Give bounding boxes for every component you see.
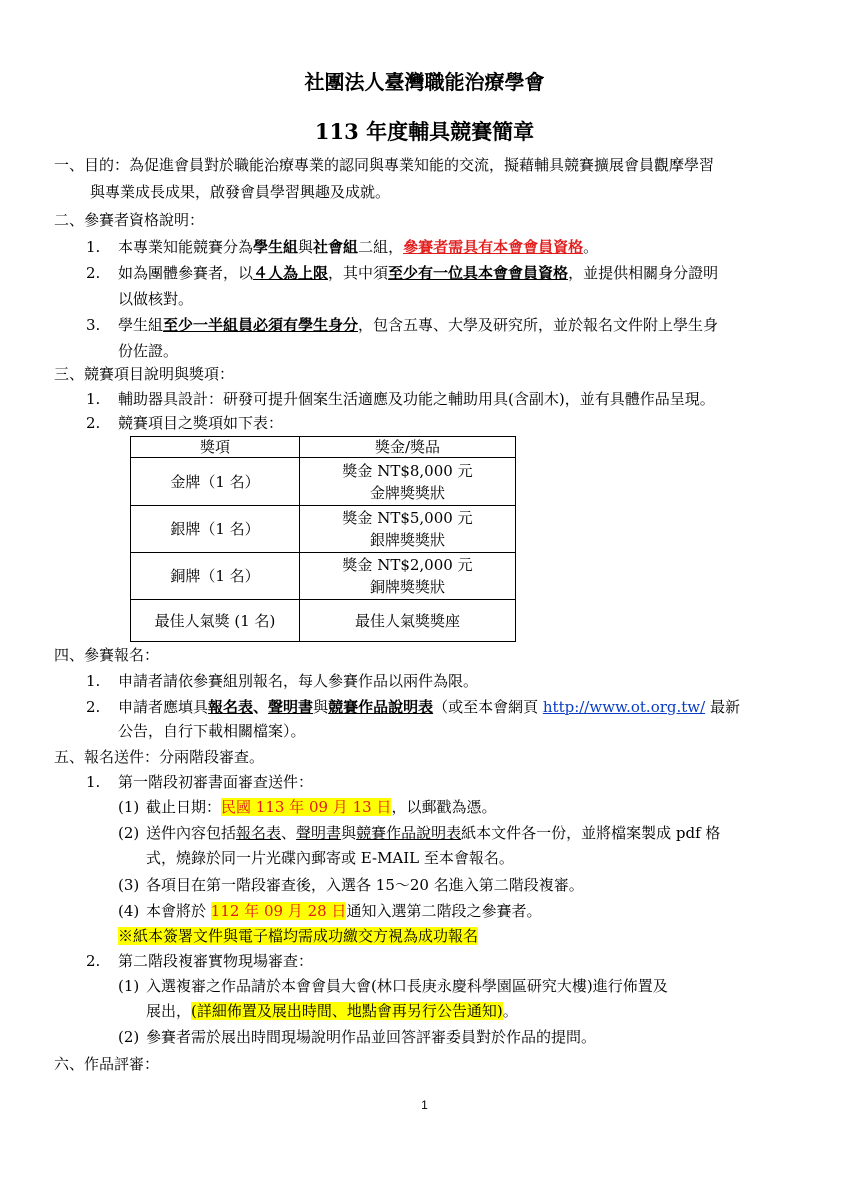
notification-date: 112 年 09 月 28 日 — [210, 902, 347, 920]
text-run: 。 — [502, 1002, 518, 1020]
organization-title: 社團法人臺灣職能治療學會 — [304, 70, 545, 94]
s3-item-1-text: 輔助器具設計：研發可提升個案生活適應及功能之輔助用具(含副木)，並有具體作品呈現。 — [118, 390, 715, 408]
team-limit: ４人為上限 — [253, 264, 329, 282]
prize-cell — [300, 553, 516, 600]
prize-line-1: 獎金 NT$5,000 元 — [342, 509, 473, 527]
s5-2-point-2-number: (2) — [118, 1028, 140, 1046]
s2-item-2-number: 2. — [86, 264, 101, 282]
section-5-heading: 五、報名送件：分兩階段審查。 — [54, 748, 265, 766]
website-link[interactable]: http://www.ot.org.tw/ — [542, 698, 706, 716]
s4-item-2-line-2: 公告，自行下載相關檔案）。 — [118, 722, 306, 740]
s2-item-3-number: 3. — [86, 316, 101, 334]
text-run: 送件內容包括 — [146, 824, 237, 842]
prize-line-2: 銅牌獎獎狀 — [369, 578, 445, 596]
registration-note — [118, 925, 478, 947]
section-4-heading: 四、參賽報名： — [54, 646, 160, 664]
award-cell: 銅牌（1 名） — [131, 553, 300, 600]
work-description-form: 競賽作品說明表 — [328, 698, 434, 716]
s5-1-point-3-text: 各項目在第一階段審查後，入選各 15～20 名進入第二階段複審。 — [146, 876, 584, 894]
social-group: 社會組 — [313, 238, 359, 256]
prize-line-2: 金牌獎獎狀 — [369, 483, 445, 502]
s5-2-point-1-line-2 — [146, 1000, 518, 1022]
registration-note-text: ※紙本簽署文件與電子檔均需成功繳交方視為成功報名 — [118, 927, 479, 945]
page-number: 1 — [421, 1098, 428, 1112]
text-run: 申請者應填具 — [118, 698, 209, 716]
s5-2-point-1-text: 入選複審之作品請於本會會員大會(林口長庚永慶科學園區研究大樓)進行佈置及 — [146, 977, 668, 995]
section-2-heading: 二、參賽者資格說明： — [54, 211, 205, 229]
text-run: 紙本文件各一份，並將檔案製成 pdf 格 — [461, 824, 721, 842]
declaration-form: 聲明書 — [296, 824, 342, 842]
prize-cell — [300, 506, 516, 553]
text-run: 如為團體參賽者，以 — [118, 264, 254, 282]
s5-item-2-text: 第二階段複審實物現場審查： — [118, 952, 314, 970]
s5-1-point-1-text — [146, 796, 496, 818]
s4-item-2-number: 2. — [86, 698, 101, 716]
text-run: 二組， — [358, 238, 404, 256]
table-row — [131, 600, 516, 642]
s5-1-point-1-number: (1) — [118, 798, 140, 816]
text-run: ，以郵戳為憑。 — [391, 798, 497, 816]
s2-item-2-text — [118, 262, 718, 284]
s4-item-1-number: 1. — [86, 672, 101, 690]
text-run: 截止日期： — [146, 798, 222, 816]
text-run: 本專業知能競賽分為 — [118, 238, 254, 256]
text-run: ，並提供相關身分證明 — [568, 264, 719, 282]
s5-2-point-2-text: 參賽者需於展出時間現場說明作品並回答評審委員對於作品的提問。 — [146, 1028, 597, 1046]
student-group: 學生組 — [253, 238, 299, 256]
text-run: 學生組 — [118, 316, 164, 334]
award-cell: 銀牌（1 名） — [131, 506, 300, 553]
s3-item-2-text: 競賽項目之獎項如下表： — [118, 414, 284, 432]
section-1-line-1: 一、目的：為促進會員對於職能治療專業的認同與專業知能的交流，擬藉輔具競賽擴展會員觀摩學習 — [54, 156, 715, 174]
section-6-heading: 六、作品評審： — [54, 1055, 160, 1073]
declaration-form: 聲明書 — [268, 698, 314, 716]
text-run: 。 — [583, 238, 599, 256]
prize-table — [130, 436, 516, 642]
header-prize: 獎金/獎品 — [300, 437, 516, 458]
registration-form: 報名表 — [236, 824, 282, 842]
text-run: 最新 — [705, 698, 740, 716]
prize-line-1: 獎金 NT$8,000 元 — [342, 461, 473, 480]
header-award: 獎項 — [131, 437, 300, 458]
section-1-line-2: 與專業成長成果，啟發會員學習興趣及成就。 — [90, 183, 391, 201]
member-requirement: 參賽者需具有本會會員資格 — [403, 238, 584, 256]
prize-line-1: 獎金 NT$2,000 元 — [342, 556, 473, 574]
s2-item-1-text — [118, 236, 598, 258]
s5-2-point-1-number: (1) — [118, 977, 140, 995]
s5-1-point-2-text — [146, 822, 720, 844]
s2-item-3-text — [118, 314, 718, 336]
text-run: （或至本會網頁 — [433, 698, 543, 716]
s2-item-1-number: 1. — [86, 238, 101, 256]
s5-item-1-number: 1. — [86, 773, 101, 791]
student-requirement: 至少一半組員必須有學生身分 — [163, 316, 359, 334]
work-description-form: 競賽作品說明表 — [356, 824, 462, 842]
registration-form: 報名表 — [208, 698, 254, 716]
section-3-heading: 三、競賽項目說明與獎項： — [54, 365, 235, 383]
s4-item-1-text: 申請者請依參賽組別報名，每人參賽作品以兩件為限。 — [118, 672, 479, 690]
s3-item-2-number: 2. — [86, 414, 101, 432]
s2-item-2-line-2: 以做核對。 — [118, 290, 194, 308]
text-run: 本會將於 — [146, 902, 211, 920]
table-row — [131, 553, 516, 600]
s5-1-point-4-text — [146, 900, 541, 922]
text-run: ，其中須 — [328, 264, 389, 282]
text-run: 展出， — [146, 1002, 192, 1020]
table-header-row — [131, 437, 516, 458]
text-run: 、 — [253, 698, 269, 716]
prize-cell: 最佳人氣獎獎座 — [300, 600, 516, 642]
s2-item-3-line-2: 份佐證。 — [118, 342, 179, 360]
s5-item-2-number: 2. — [86, 952, 101, 970]
prize-line-2: 銀牌獎獎狀 — [369, 531, 445, 549]
s5-1-point-2-line-2: 式，燒錄於同一片光碟內郵寄或 E-MAIL 至本會報名。 — [146, 849, 514, 867]
deadline-date: 民國 113 年 09 月 13 日 — [221, 798, 392, 816]
text-run: ，包含五專、大學及研究所，並於報名文件附上學生身 — [358, 316, 719, 334]
s5-1-point-4-number: (4) — [118, 902, 140, 920]
document-title: 113 年度輔具競賽簡章 — [314, 119, 535, 144]
exhibition-notice: (詳細佈置及展出時間、地點會再另行公告通知) — [191, 1002, 503, 1020]
s3-item-1-number: 1. — [86, 390, 101, 408]
text-run: 、 — [281, 824, 297, 842]
text-run: 與 — [298, 238, 314, 256]
s5-1-point-3-number: (3) — [118, 876, 140, 894]
award-cell: 最佳人氣獎 (1 名) — [131, 600, 300, 642]
award-cell: 金牌（1 名） — [131, 458, 300, 506]
s4-item-2-text — [118, 696, 740, 718]
text-run: 通知入選第二階段之參賽者。 — [346, 902, 542, 920]
text-run: 與 — [313, 698, 329, 716]
team-member-requirement: 至少有一位具本會會員資格 — [388, 264, 569, 282]
s5-1-point-2-number: (2) — [118, 824, 140, 842]
text-run: 與 — [341, 824, 357, 842]
s5-item-1-text: 第一階段初審書面審查送件： — [118, 773, 314, 791]
table-row — [131, 458, 516, 506]
table-row — [131, 506, 516, 553]
prize-cell — [300, 458, 516, 506]
